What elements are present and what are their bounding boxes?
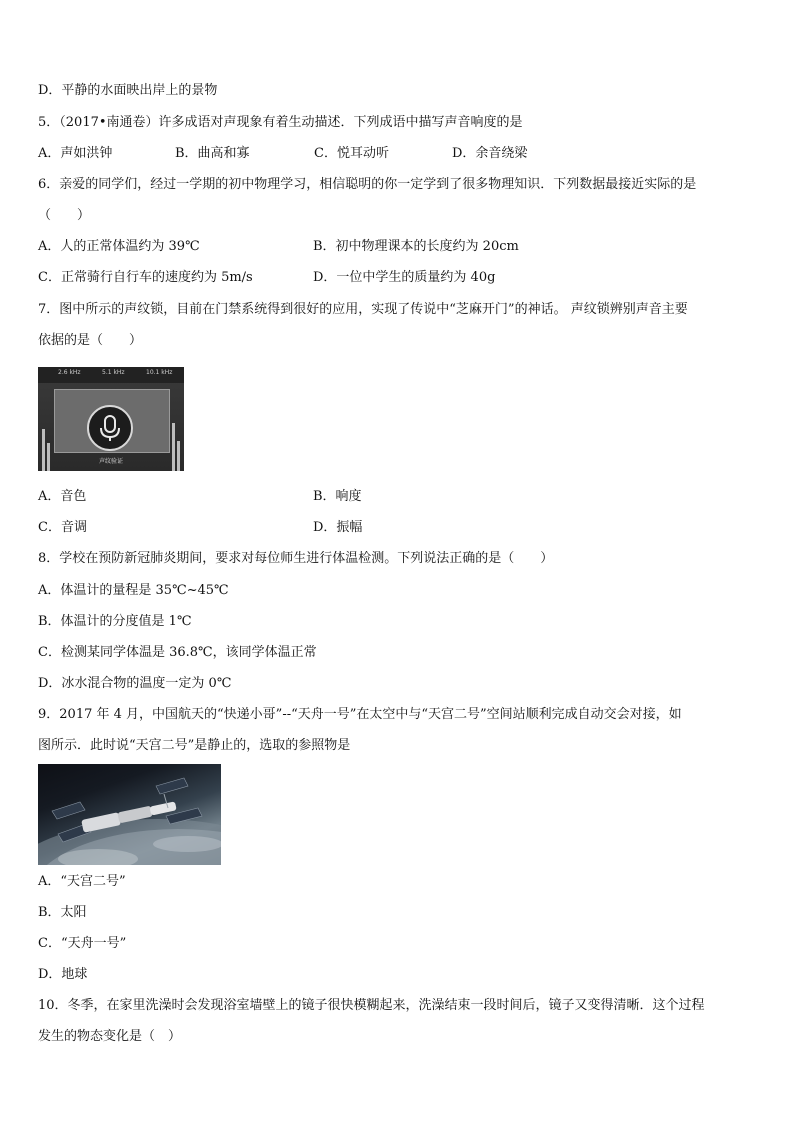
frequency-bar	[38, 367, 184, 383]
freq-tick: 5.1 kHz	[102, 369, 125, 376]
space-station-docking-icon	[38, 764, 221, 865]
q7-option-c: C．音调	[38, 520, 87, 535]
q7-stem-line1: 7．图中所示的声纹锁，目前在门禁系统得到很好的应用，实现了传说中“芝麻开门”的神话。 声纹锁辨别声音主要	[38, 302, 688, 317]
q8-option-a: A．体温计的量程是 35℃~45℃	[38, 583, 229, 598]
q6-option-a: A．人的正常体温约为 39℃	[38, 239, 200, 254]
q9-option-c: C．“天舟一号”	[38, 936, 127, 951]
q9-stem-line1: 9．2017 年 4 月，中国航天的“快递小哥”--“天舟一号”在太空中与“天宫二号”空间站顺利完成自动交会对接，如	[38, 707, 682, 722]
microphone-icon	[87, 405, 133, 451]
q6-stem-line2: （ ）	[38, 208, 91, 223]
freq-tick: 10.1 kHz	[146, 369, 173, 376]
voiceprint-lock-image	[38, 367, 184, 471]
freq-tick: 2.6 kHz	[58, 369, 81, 376]
q10-stem-line1: 10．冬季，在家里洗澡时会发现浴室墙壁上的镜子很快模糊起来，洗澡结束一段时间后，镜子又变得清晰．这个过程	[38, 998, 705, 1013]
q9-option-d: D．地球	[38, 967, 88, 982]
q8-option-c: C．检测某同学体温是 36.8℃，该同学体温正常	[38, 645, 317, 660]
q8-option-b: B．体温计的分度值是 1℃	[38, 614, 192, 629]
q5-option-d: D．余音绕梁	[452, 146, 528, 161]
q8-stem: 8．学校在预防新冠肺炎期间，要求对每位师生进行体温检测。下列说法正确的是（ ）	[38, 551, 554, 566]
q5-option-c: C．悦耳动听	[314, 146, 389, 161]
q5-stem: 5．（2017•南通卷）许多成语对声现象有着生动描述．下列成语中描写声音响度的是	[38, 115, 523, 130]
q6-option-c: C．正常骑行自行车的速度约为 5m/s	[38, 270, 253, 285]
q7-option-a: A．音色	[38, 489, 87, 504]
q8-option-d: D．冰水混合物的温度一定为 0℃	[38, 676, 232, 691]
q4-option-d: D．平静的水面映出岸上的景物	[38, 83, 218, 98]
q7-stem-line2: 依据的是（ ）	[38, 333, 143, 348]
q9-stem-line2: 图所示．此时说“天宫二号”是静止的，选取的参照物是	[38, 738, 351, 753]
q9-option-b: B．太阳	[38, 905, 87, 920]
voiceprint-caption: 声纹验证	[98, 458, 123, 465]
q6-option-d: D．一位中学生的质量约为 40g	[313, 270, 496, 285]
q6-stem-line1: 6．亲爱的同学们，经过一学期的初中物理学习，相信聪明的你一定学到了很多物理知识．下列数据最接近实际的是	[38, 177, 697, 192]
q6-option-b: B．初中物理课本的长度约为 20cm	[313, 239, 519, 254]
q7-option-b: B．响度	[313, 489, 362, 504]
q5-option-a: A．声如洪钟	[38, 146, 113, 161]
q10-stem-line2: 发生的物态变化是（ ）	[38, 1029, 182, 1044]
q7-option-d: D．振幅	[313, 520, 363, 535]
space-station-image	[38, 764, 221, 865]
q5-option-b: B．曲高和寡	[175, 146, 250, 161]
q9-option-a: A．“天宫二号”	[38, 874, 126, 889]
